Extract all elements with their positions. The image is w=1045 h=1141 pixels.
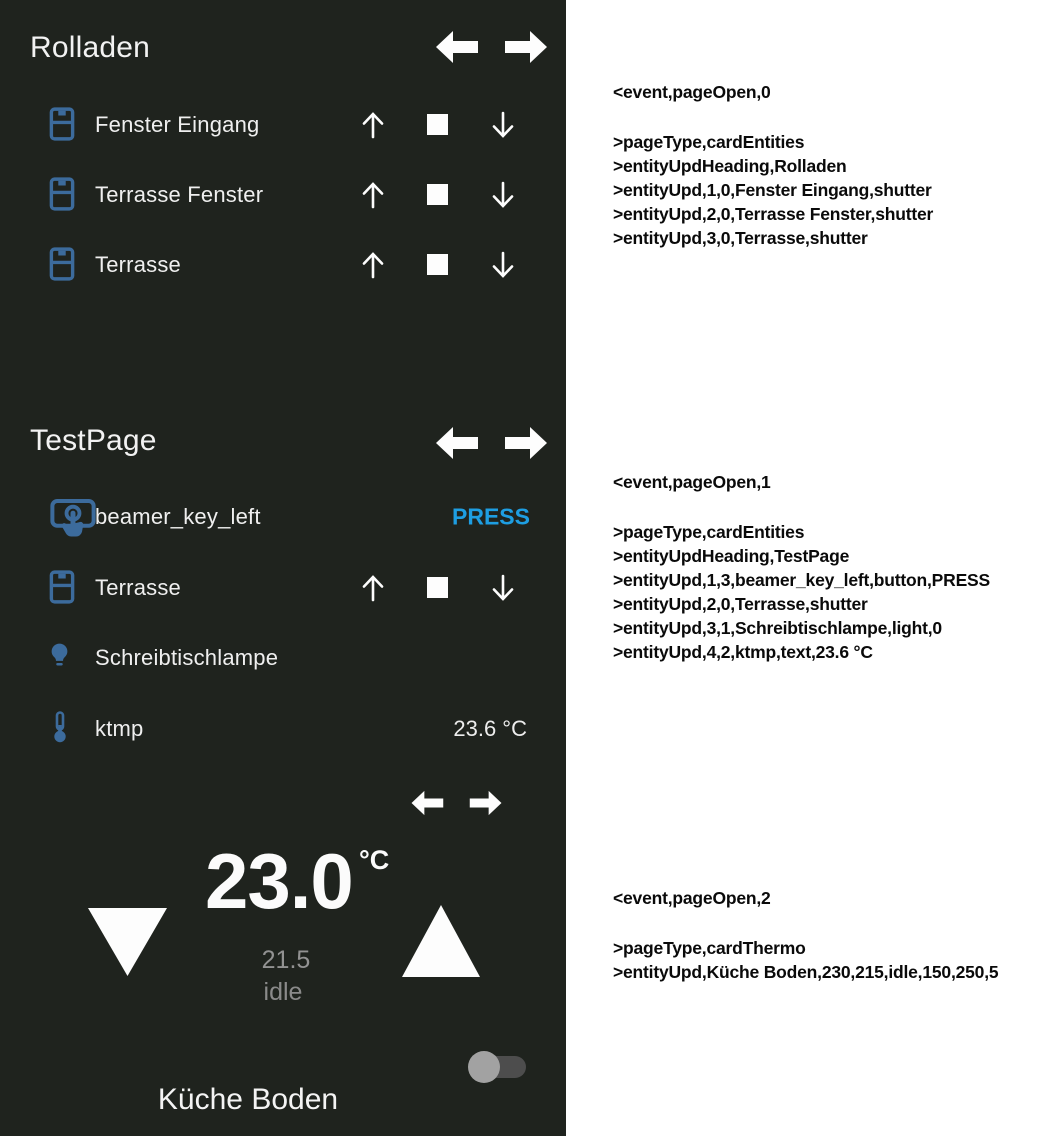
arrow-right-icon [505, 427, 547, 459]
card-testpage [0, 410, 566, 770]
entity-row-shutter [0, 243, 566, 287]
shutter-up-button[interactable] [359, 250, 387, 285]
arrow-up-icon [364, 184, 382, 207]
sensor-value: 23.6 °C [453, 716, 527, 741]
entity-name: Terrasse [95, 252, 181, 277]
arrow-right-icon [470, 791, 502, 815]
temp-increase-button[interactable] [402, 905, 480, 977]
shutter-stop-button[interactable] [427, 577, 448, 598]
arrow-up-icon [364, 254, 382, 277]
protocol-line: >entityUpd,3,1,Schreibtischlampe,light,0 [613, 618, 942, 638]
entity-name: Fenster Eingang [95, 112, 260, 137]
prev-page-button[interactable] [434, 29, 479, 65]
current-temperature: 23.0 [205, 837, 353, 925]
arrow-up-icon [364, 114, 382, 137]
arrow-up-icon [364, 577, 382, 600]
thermo-entity-name: Küche Boden [157, 1083, 339, 1116]
prev-page-button[interactable] [410, 789, 444, 817]
protocol-line: >pageType,cardEntities [613, 132, 805, 152]
shutter-down-button[interactable] [489, 110, 517, 145]
entity-name: Schreibtischlampe [95, 645, 279, 670]
protocol-block-page1 [613, 470, 1043, 664]
next-page-button[interactable] [504, 29, 549, 65]
lightbulb-icon [48, 639, 71, 680]
protocol-line: >entityUpdHeading,TestPage [613, 546, 850, 566]
entity-row-shutter [0, 173, 566, 217]
protocol-block-page0 [613, 80, 1043, 250]
shutter-up-button[interactable] [359, 180, 387, 215]
shutter-down-button[interactable] [489, 180, 517, 215]
arrow-right-icon [505, 31, 547, 63]
entity-name: ktmp [95, 716, 144, 741]
shutter-down-button[interactable] [489, 250, 517, 285]
shutter-stop-button[interactable] [427, 114, 448, 135]
gesture-tap-button-icon [50, 496, 96, 543]
next-page-button[interactable] [469, 789, 503, 817]
arrow-down-icon [494, 113, 512, 136]
temp-decrease-button[interactable] [88, 908, 167, 976]
entity-name: Terrasse Fenster [95, 182, 264, 207]
prev-page-button[interactable] [434, 425, 479, 461]
protocol-event-line: <event,pageOpen,0 [613, 82, 771, 102]
shutter-stop-button[interactable] [427, 254, 448, 275]
triangle-down-icon [88, 908, 167, 976]
hvac-state: idle [263, 978, 303, 1006]
card-rolladen [0, 0, 566, 410]
shutter-down-button[interactable] [489, 573, 517, 608]
arrow-left-icon [436, 427, 478, 459]
shutter-stop-button[interactable] [427, 184, 448, 205]
protocol-line: >entityUpd,Küche Boden,230,215,idle,150,250,5 [613, 962, 999, 982]
entity-row-light [0, 636, 566, 680]
protocol-line: >entityUpd,1,3,beamer_key_left,button,PRESS [613, 570, 990, 590]
arrow-left-icon [412, 791, 444, 815]
entity-name: Terrasse [95, 575, 181, 600]
press-button[interactable]: PRESS [452, 503, 530, 530]
next-page-button[interactable] [504, 425, 549, 461]
protocol-line: >pageType,cardEntities [613, 522, 805, 542]
entity-name: beamer_key_left [95, 504, 261, 529]
arrow-down-icon [494, 253, 512, 276]
arrow-left-icon [436, 31, 478, 63]
arrow-down-icon [494, 183, 512, 206]
window-shutter-icon [49, 570, 75, 609]
protocol-line: >pageType,cardThermo [613, 938, 806, 958]
protocol-block-page2 [613, 886, 1043, 984]
arrow-down-icon [494, 576, 512, 599]
temperature-unit: °C [359, 845, 390, 875]
protocol-line: >entityUpd,2,0,Terrasse Fenster,shutter [613, 204, 934, 224]
target-temperature: 21.5 [261, 946, 311, 974]
window-shutter-icon [49, 247, 75, 286]
page-title: Rolladen [30, 31, 151, 64]
window-shutter-icon [49, 107, 75, 146]
entity-row-shutter [0, 566, 566, 610]
thermometer-icon [53, 711, 67, 748]
page-title: TestPage [30, 424, 157, 457]
protocol-line: >entityUpd,4,2,ktmp,text,23.6 °C [613, 642, 873, 662]
triangle-up-icon [402, 905, 480, 977]
protocol-line: >entityUpdHeading,Rolladen [613, 156, 847, 176]
protocol-line: >entityUpd,2,0,Terrasse,shutter [613, 594, 868, 614]
entity-row-shutter [0, 103, 566, 147]
shutter-up-button[interactable] [359, 110, 387, 145]
protocol-event-line: <event,pageOpen,1 [613, 472, 771, 492]
entity-row-text [0, 707, 566, 751]
protocol-event-line: <event,pageOpen,2 [613, 888, 771, 908]
shutter-up-button[interactable] [359, 573, 387, 608]
protocol-line: >entityUpd,1,0,Fenster Eingang,shutter [613, 180, 932, 200]
protocol-line: >entityUpd,3,0,Terrasse,shutter [613, 228, 868, 248]
entity-row-button [0, 495, 566, 539]
window-shutter-icon [49, 177, 75, 216]
